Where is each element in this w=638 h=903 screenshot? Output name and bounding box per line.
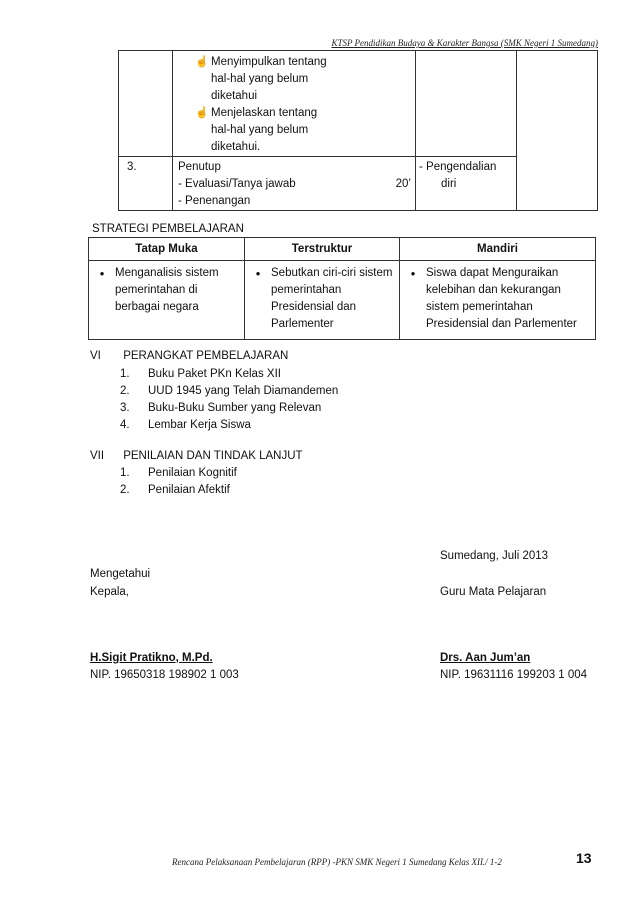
item-text [211, 54, 327, 105]
cell-line: pemerintahan di [115, 284, 198, 296]
item-text: Buku-Buku Sumber yang Relevan [148, 402, 322, 414]
bullet-dot-icon: • [255, 266, 261, 281]
page-number: 13 [576, 850, 592, 866]
acknowledgement-label: Mengetahui [90, 568, 151, 580]
section-title: PENILAIAN DAN TINDAK LANJUT [123, 450, 303, 462]
strategy-title: STRATEGI PEMBELAJARAN [92, 223, 244, 235]
section-6-heading [90, 350, 288, 362]
cell-line: Presidensial dan [271, 301, 357, 313]
item-line: hal-hal yang belum [211, 73, 309, 85]
principal-nip: NIP. 19650318 198902 1 003 [90, 669, 239, 681]
character-cell [416, 50, 517, 157]
item-text: Penilaian Afektif [148, 484, 230, 496]
cell-line: pemerintahan [271, 284, 342, 296]
hand-pointing-icon: ☝ [195, 56, 209, 68]
character-line: diri [441, 178, 457, 190]
column-header: Mandiri [400, 238, 596, 261]
cell-line: Menganalisis sistem [115, 267, 219, 279]
cell-line: Siswa dapat Menguraikan [426, 267, 559, 279]
strategy-cell [89, 261, 245, 340]
principal-role: Kepala, [90, 586, 130, 598]
row-number: 3. [119, 157, 173, 211]
character-line: - Pengendalian [419, 161, 497, 173]
note-cell [517, 50, 598, 211]
cell-line: berbagai negara [115, 301, 199, 313]
item-line: Menjelaskan tentang [211, 107, 318, 119]
list-item [120, 484, 230, 496]
hand-pointing-icon: ☝ [195, 107, 209, 119]
cell-text [271, 265, 392, 333]
item-number: 3. [120, 402, 130, 414]
cell-line: kelebihan dan kekurangan [426, 284, 561, 296]
section-7-heading [90, 450, 303, 462]
section-title: PERANGKAT PEMBELAJARAN [123, 350, 289, 362]
activity-cell [173, 50, 356, 157]
teacher-role: Guru Mata Pelajaran [440, 586, 547, 598]
page-footer: Rencana Pelaksanaan Pembelajaran (RPP) -PKN SMK Negeri 1 Sumedang Kelas XII./ 1-2 [172, 857, 502, 867]
list-item [120, 402, 321, 414]
list-item [120, 419, 251, 431]
table-cell [119, 50, 173, 157]
cell-text [426, 265, 577, 333]
cell-line: sistem pemerintahan [426, 301, 533, 313]
item-text: Penilaian Kognitif [148, 467, 237, 479]
activity-item: - Penenangan [178, 195, 251, 207]
list-item [195, 105, 355, 156]
page-header: KTSP Pendidikan Budaya & Karakter Bangsa (SMK Negeri 1 Sumedang) [331, 38, 598, 48]
strategy-cell [245, 261, 400, 340]
column-header: Terstruktur [245, 238, 400, 261]
principal-name: H.Sigit Pratikno, M.Pd. [90, 652, 213, 664]
item-number: 1. [120, 368, 130, 380]
activity-cell [173, 157, 356, 211]
list-item [195, 54, 355, 105]
section-number: VII [90, 450, 105, 462]
cell-line: Sebutkan ciri-ciri sistem [271, 267, 393, 279]
cell-text [115, 265, 219, 316]
cell-line: Parlementer [271, 318, 334, 330]
activity-item: - Evaluasi/Tanya jawab [178, 178, 296, 190]
activity-table [118, 50, 598, 211]
bullet-dot-icon: • [99, 266, 105, 281]
item-line: Menyimpulkan tentang [211, 56, 327, 68]
list-item [120, 385, 338, 397]
item-text [211, 105, 317, 156]
duration-value: 20’ [355, 157, 416, 211]
item-text: Lembar Kerja Siswa [148, 419, 251, 431]
teacher-nip: NIP. 19631116 199203 1 004 [440, 669, 588, 681]
character-cell [416, 157, 517, 211]
item-number: 2. [120, 484, 130, 496]
bullet-dot-icon: • [410, 266, 416, 281]
column-header: Tatap Muka [89, 238, 245, 261]
activity-title: Penutup [178, 161, 221, 173]
cell-line: Presidensial dan Parlementer [426, 318, 577, 330]
item-line: diketahui [211, 90, 258, 102]
duration-cell [355, 50, 416, 157]
strategy-cell [400, 261, 596, 340]
item-text: Buku Paket PKn Kelas XII [148, 368, 281, 380]
item-number: 1. [120, 467, 130, 479]
item-number: 2. [120, 385, 130, 397]
list-item [120, 368, 281, 380]
item-number: 4. [120, 419, 130, 431]
teacher-name: Drs. Aan Jum’an [440, 652, 531, 664]
strategy-table [88, 237, 596, 340]
list-item [120, 467, 237, 479]
item-line: hal-hal yang belum [211, 124, 309, 136]
item-text: UUD 1945 yang Telah Diamandemen [148, 385, 339, 397]
section-number: VI [90, 350, 101, 362]
place-date: Sumedang, Juli 2013 [440, 550, 549, 562]
item-line: diketahui. [211, 141, 261, 153]
